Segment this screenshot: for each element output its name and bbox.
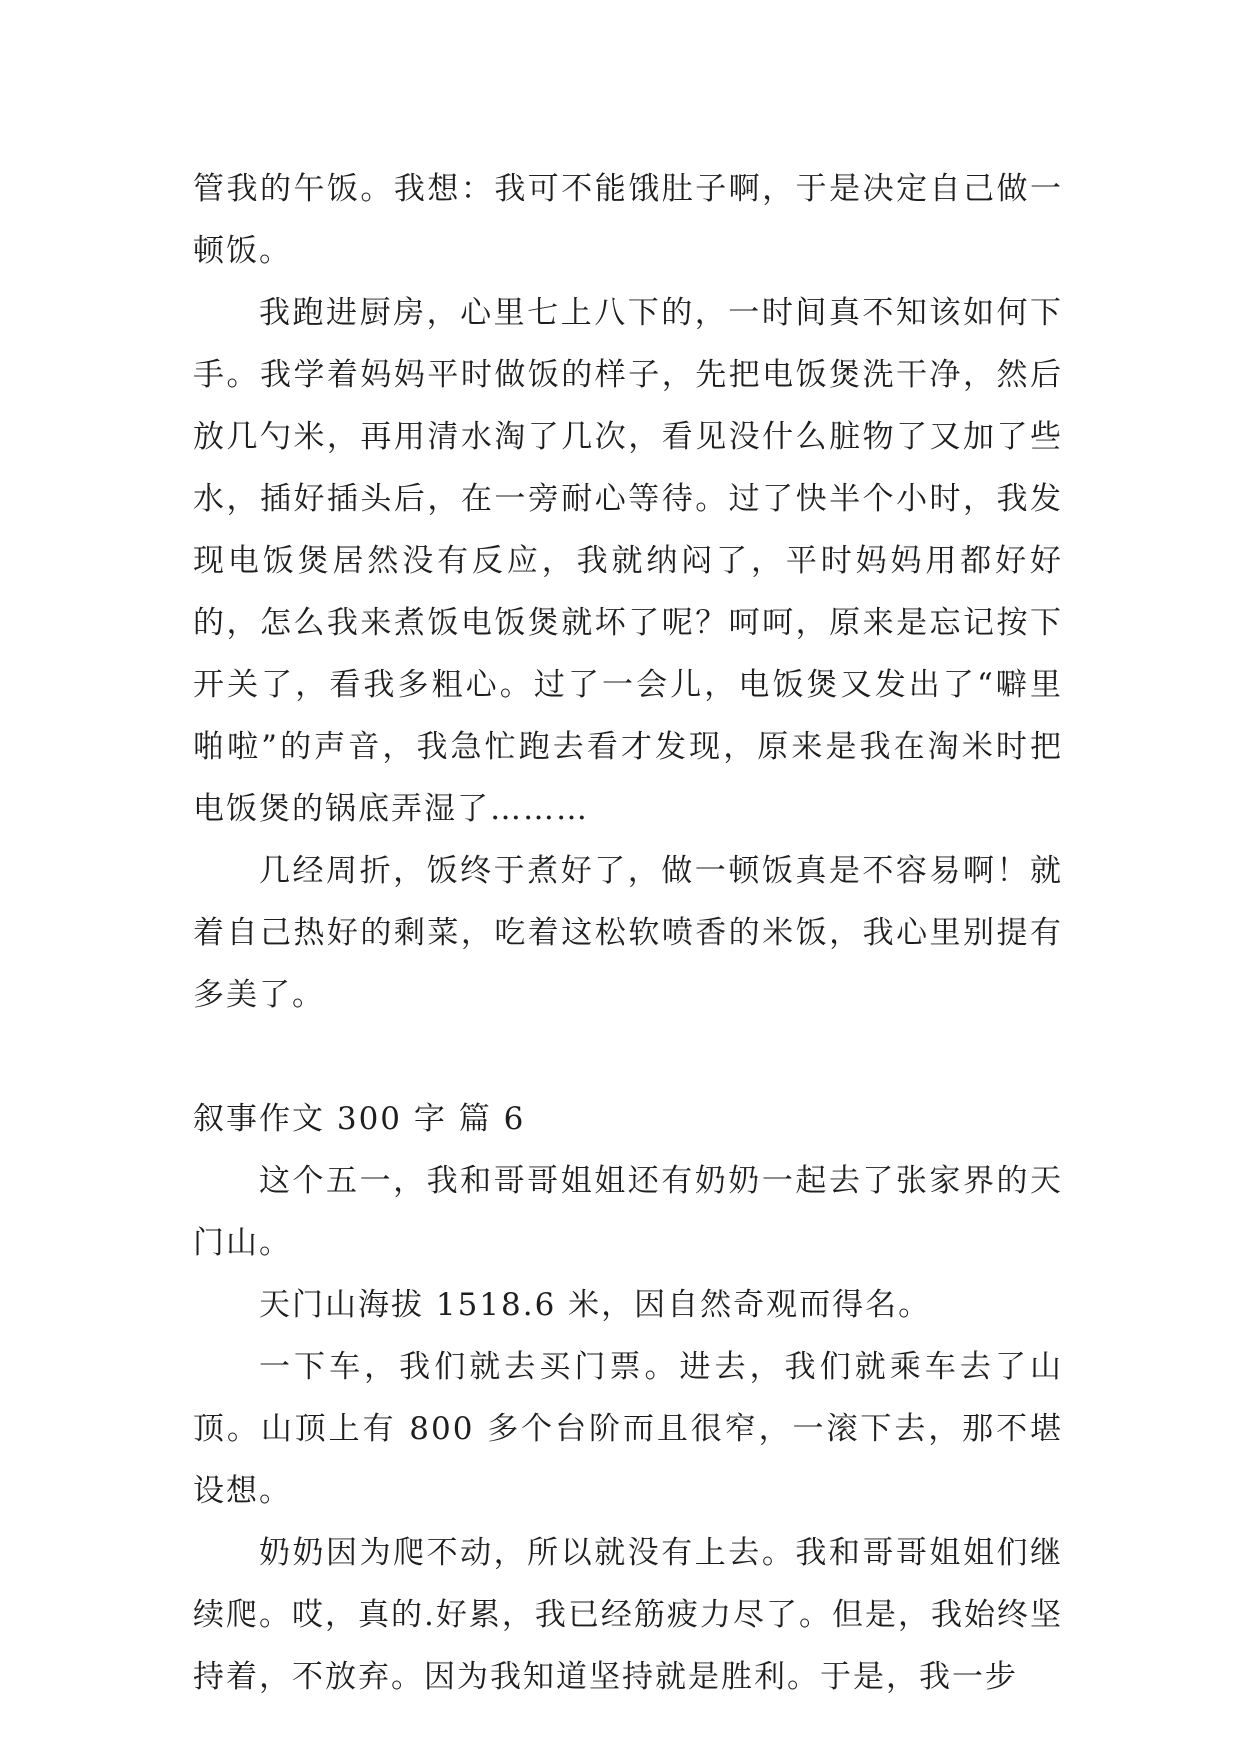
document-body bbox=[193, 158, 1063, 1708]
paragraph-intro: 这个五一，我和哥哥姐姐还有奶奶一起去了张家界的天门山。 bbox=[193, 1163, 1063, 1261]
section-heading: 叙事作文 300 字 篇 6 bbox=[193, 1101, 526, 1137]
paragraph-conclusion: 几经周折，饭终于煮好了，做一顿饭真是不容易啊！就着自己热好的剩菜，吃着这松软喷香的米饭，我心里别提有多美了。 bbox=[193, 853, 1063, 1013]
paragraph-cooking: 我跑进厨房，心里七上八下的，一时间真不知该如何下手。我学着妈妈平时做饭的样子，先把电饭煲洗干净，然后放几勺米，再用清水淘了几次，看见没什么脏物了又加了些水，插好插头后，在一旁耐心等待。过了快半个小时，我发现电饭煲居然没有反应，我就纳闷了，平时妈妈用都好好的，怎么我来煮饭电饭煲就坏了呢？呵呵，原来是忘记按下开关了，看我多粗心。过了一会儿，电饭煲又发出了“噼里啪啦”的声音，我急忙跑去看才发现，原来是我在淘米时把电饭煲的锅底弄湿了……… bbox=[193, 295, 1063, 827]
paragraph-climbing: 奶奶因为爬不动，所以就没有上去。我和哥哥姐姐们继续爬。哎，真的.好累，我已经筋疲力尽了。但是，我始终坚持着，不放弃。因为我知道坚持就是胜利。于是，我一步 bbox=[193, 1535, 1063, 1695]
section-spacer bbox=[193, 1026, 1063, 1088]
paragraph-altitude: 天门山海拔 1518.6 米，因自然奇观而得名。 bbox=[259, 1287, 932, 1323]
paragraph-continued: 管我的午饭。我想：我可不能饿肚子啊，于是决定自己做一顿饭。 bbox=[193, 171, 1063, 269]
paragraph-tickets: 一下车，我们就去买门票。进去，我们就乘车去了山顶。山顶上有 800 多个台阶而且很窄，一滚下去，那不堪设想。 bbox=[193, 1349, 1063, 1509]
